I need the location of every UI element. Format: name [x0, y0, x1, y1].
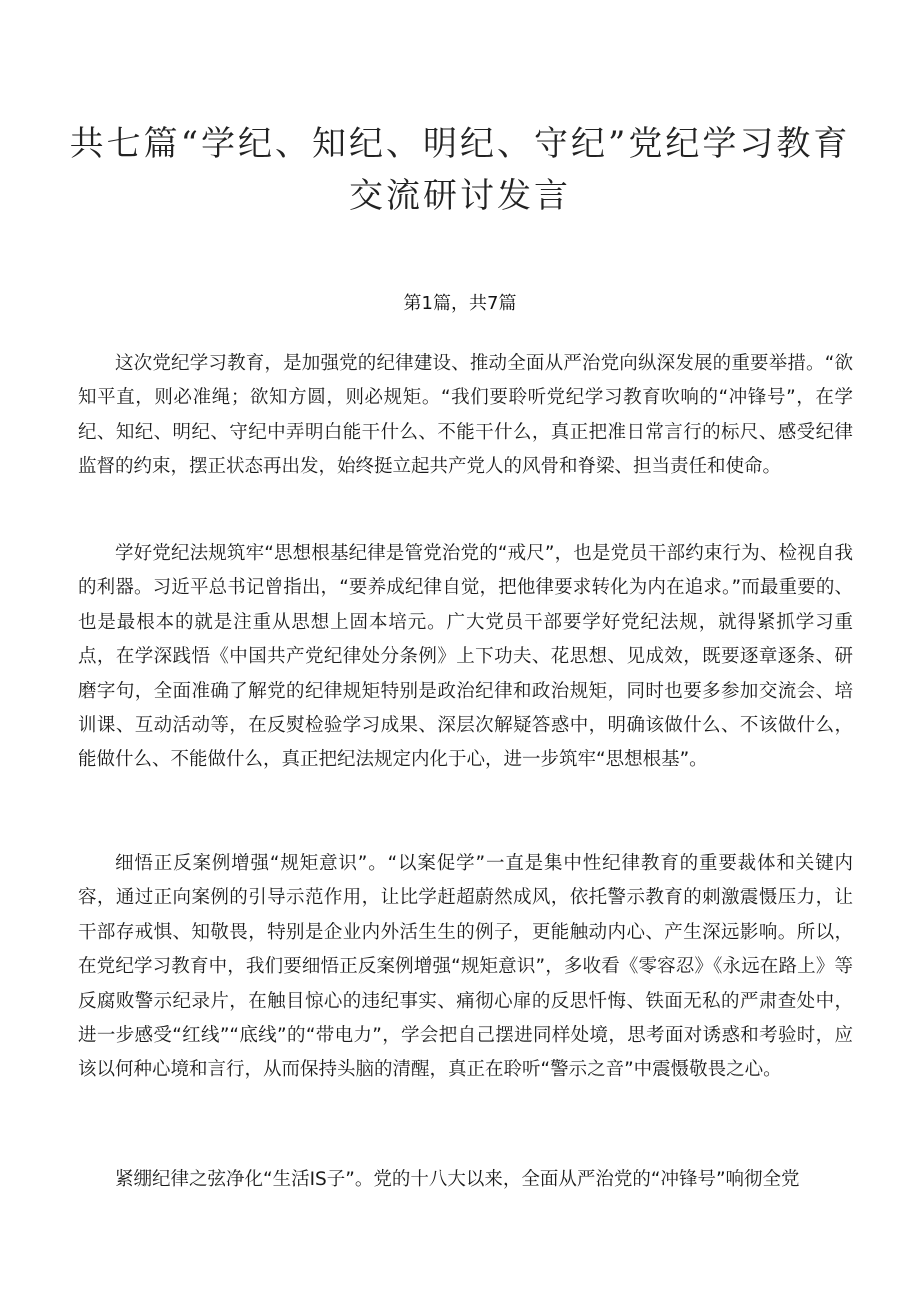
title-line-1: 共七篇“学纪、知纪、明纪、守纪”党纪学习教育 [69, 124, 851, 164]
document-title [60, 118, 860, 222]
title-line-2: 交流研讨发言 [349, 176, 571, 216]
paragraph-thought-foundation: 学好党纪法规筑牢“思想根基纪律是管党治党的“戒尺”，也是党员干部约束行为、检视自我的利器。习近平总书记曾指出，“要养成纪律自觉，把他律要求转化为内在追求。”而最重要的、也是最根本的就是注重从思想上固本培元。广大党员干部要学好党纪法规，就得紧抓学习重点，在学深践悟《中国共产党纪律处分条例》上下功夫、花思想、见成效，既要逐章逐条、研磨字句，全面准确了解党的纪律规矩特别是政治纪律和政治规矩，同时也要多参加交流会、培训课、互动活动等，在反熨检验学习成果、深层次解疑答惑中，明确该做什么、不该做什么，能做什么、不能做什么，真正把纪法规定内化于心，进一步筑牢“思想根基”。 [78, 543, 853, 771]
paragraph-discipline-string: 紧绷纪律之弦净化“生活IS子”。党的十八大以来，全面从严治党的“冲锋号”响彻全党 [115, 1169, 800, 1190]
paragraph-case-awareness: 细悟正反案例增强“规矩意识”。“以案促学”一直是集中性纪律教育的重要裁体和关键内容，通过正向案例的引导示范作用，让比学赶超蔚然成风，依托警示教育的刺激震慑压力，让干部存戒惧、知敬畏，特别是企业内外活生生的例子，更能触动内心、产生深远影响。所以，在党纪学习教育中，我们要细悟正反案例增强“规矩意识”，多收看《零容忍》《永远在路上》等反腐败警示纪录片，在触目惊心的违纪事实、痛彻心扉的反思忏悔、铁面无私的严肃查处中，进一步感受“红线”“底线”的“带电力”，学会把自己摆进同样处境，思考面对诱惑和考验时，应该以何种心境和言行，从而保持头脑的清醒，真正在聆听“警示之音”中震慑敬畏之心。 [78, 853, 853, 1081]
part-label: 第1篇，共7篇 [403, 293, 517, 314]
paragraph-intro: 这次党纪学习教育，是加强党的纪律建设、推动全面从严治党向纵深发展的重要举措。“欲知平直，则必准绳；欲知方圆，则必规矩。“我们要聆听党纪学习教育吹响的“冲锋号”，在学纪、知纪、明纪、守纪中弄明白能干什么、不能干什么，真正把准日常言行的标尺、感受纪律监督的约束，摆正状态再出发，始终挺立起共产党人的风骨和脊梁、担当责任和使命。 [78, 353, 853, 478]
